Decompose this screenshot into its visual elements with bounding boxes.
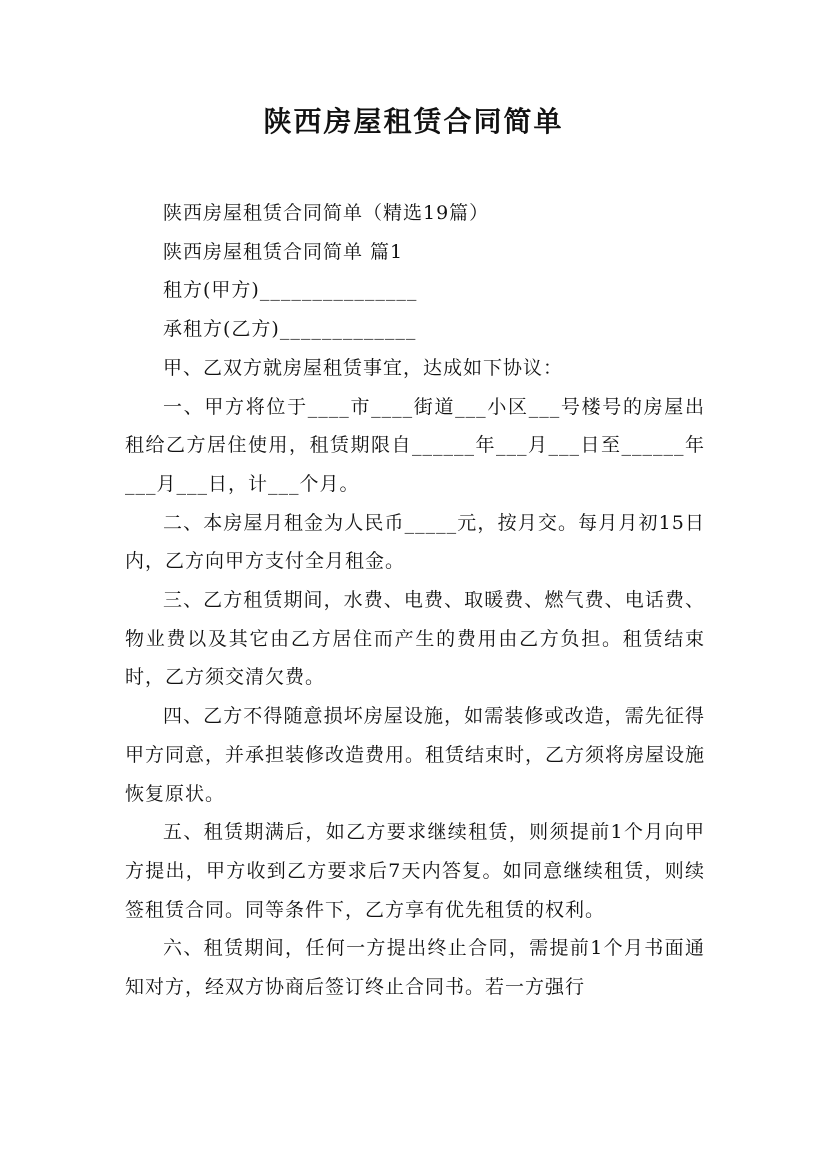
paragraph-subtitle: 陕西房屋租赁合同简单（精选19篇） <box>163 202 490 224</box>
paragraph-clause-6: 六、租赁期间，任何一方提出终止合同，需提前1个月书面通知对方，经双方协商后签订终止合同书。若一方强行 <box>125 937 705 999</box>
document-title: 陕西房屋租赁合同简单 <box>263 105 564 138</box>
paragraph-intro: 甲、乙双方就房屋租赁事宜，达成如下协议： <box>163 356 564 379</box>
paragraph-clause-2: 二、本房屋月租金为人民币_____元，按月交。每月月初15日内，乙方向甲方支付全月租金。 <box>125 511 705 573</box>
paragraph-clause-5: 五、租赁期满后，如乙方要求继续租赁，则须提前1个月向甲方提出，甲方收到乙方要求后7天内答复。如同意继续租赁，则续签租赁合同。同等条件下，乙方享有优先租赁的权利。 <box>125 821 705 921</box>
paragraph-clause-4: 四、乙方不得随意损坏房屋设施，如需装修或改造，需先征得甲方同意，并承担装修改造费用。租赁结束时，乙方须将房屋设施恢复原状。 <box>125 705 706 805</box>
paragraph-lessee: 承租方(乙方)_____________ <box>163 318 417 341</box>
paragraph-clause-3: 三、乙方租赁期间，水费、电费、取暖费、燃气费、电话费、物业费以及其它由乙方居住而产生的费用由乙方负担。租赁结束时，乙方须交清欠费。 <box>125 589 705 689</box>
document-body <box>125 194 705 1007</box>
paragraph-clause-1: 一、甲方将位于____市____街道___小区___号楼号的房屋出租给乙方居住使用，租赁期限自______年___月___日至______年___月___日，计___个月。 <box>125 395 705 495</box>
paragraph-heading: 陕西房屋租赁合同简单 篇1 <box>163 240 404 263</box>
paragraph-lessor: 租方(甲方)_______________ <box>163 279 418 302</box>
